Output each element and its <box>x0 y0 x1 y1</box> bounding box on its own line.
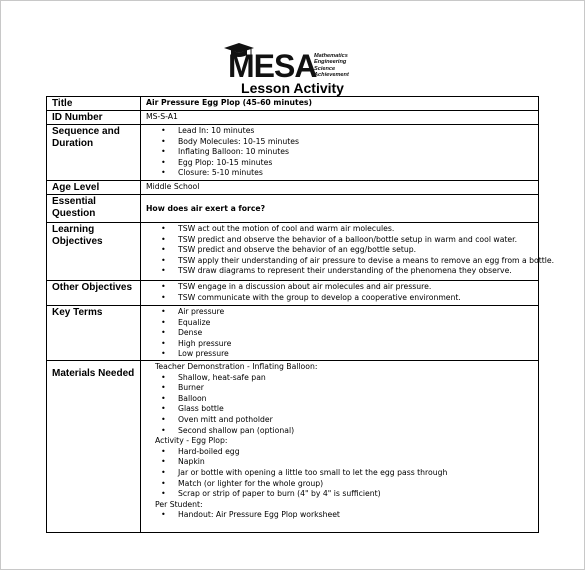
list-item: • TSW act out the motion of cool and warm air molecules. <box>146 224 534 235</box>
page-title: Lesson Activity <box>241 80 344 96</box>
list-item: • Shallow, heat-safe pan <box>146 373 534 384</box>
list-item: • Hard-boiled egg <box>146 447 534 458</box>
row-label: Title <box>47 97 141 111</box>
logo-wordmark: MESA <box>228 48 317 84</box>
age-level-value: Middle School <box>141 181 539 195</box>
list-item: • TSW predict and observe the behavior of an egg/bottle setup. <box>146 245 534 256</box>
row-sequence <box>47 125 539 181</box>
list-item: • Second shallow pan (optional) <box>146 426 534 437</box>
list-item: • Lead In: 10 minutes <box>146 126 534 137</box>
list-item: • Egg Plop: 10-15 minutes <box>146 158 534 169</box>
list-item: • Oven mitt and potholder <box>146 415 534 426</box>
logo-tagline <box>314 53 349 78</box>
row-label: Sequence and Duration <box>47 125 141 181</box>
row-label: Key Terms <box>47 306 141 361</box>
list-item: • Glass bottle <box>146 404 534 415</box>
materials-group-heading: Teacher Demonstration - Inflating Balloon: <box>155 362 318 371</box>
row-label: ID Number <box>47 111 141 125</box>
list-item: • Body Molecules: 10-15 minutes <box>146 137 534 148</box>
list-item: • Handout: Air Pressure Egg Plop worksheet <box>146 510 534 521</box>
row-title <box>47 97 539 111</box>
other-objectives-list <box>146 282 534 303</box>
list-item: • TSW communicate with the group to develop a cooperative environment. <box>146 293 534 304</box>
list-item: • Jar or bottle with opening a little too small to let the egg pass through <box>146 468 534 479</box>
list-item: • Match (or lighter for the whole group) <box>146 479 534 490</box>
row-essential-question <box>47 195 539 223</box>
list-item: • Closure: 5-10 minutes <box>146 168 534 179</box>
key-terms-list <box>146 307 534 360</box>
list-item: • Low pressure <box>146 349 534 360</box>
other-objectives-content <box>141 281 539 306</box>
essential-question-value: How does air exert a force? <box>141 195 539 223</box>
materials-group-heading: Per Student: <box>155 499 203 509</box>
row-label: Other Objectives <box>47 281 141 306</box>
lesson-table <box>46 96 555 533</box>
list-item: • TSW apply their understanding of air pressure to devise a means to remove an egg from a bottle. <box>146 256 534 267</box>
row-age-level <box>47 181 539 195</box>
list-item: • Equalize <box>146 318 534 329</box>
row-id-number <box>47 111 539 125</box>
list-item: • High pressure <box>146 339 534 350</box>
list-item: • Napkin <box>146 457 534 468</box>
mesa-logo <box>220 43 370 83</box>
list-item: • Dense <box>146 328 534 339</box>
materials-list <box>146 373 534 437</box>
id-number-value: MS-S-A1 <box>141 111 539 125</box>
row-label: Age Level <box>47 181 141 195</box>
materials-list <box>146 510 534 521</box>
list-item: • Burner <box>146 383 534 394</box>
row-materials <box>47 361 539 533</box>
list-item: • Balloon <box>146 394 534 405</box>
list-item: • TSW engage in a discussion about air molecules and air pressure. <box>146 282 534 293</box>
sequence-list <box>146 126 534 179</box>
row-learning-objectives <box>47 223 539 281</box>
learning-objectives-content <box>141 223 555 281</box>
title-value: Air Pressure Egg Plop (45-60 minutes) <box>141 97 539 111</box>
materials-content <box>141 361 539 533</box>
list-item: • Scrap or strip of paper to burn (4" by 4" is sufficient) <box>146 489 534 500</box>
key-terms-content <box>141 306 539 361</box>
materials-list <box>146 447 534 500</box>
materials-group-heading: Activity - Egg Plop: <box>155 436 228 446</box>
list-item: • TSW predict and observe the behavior of a balloon/bottle setup in warm and cool water. <box>146 235 534 246</box>
logo-tagline-line: Science <box>314 65 336 72</box>
logo-tagline-line: Mathematics <box>314 53 348 59</box>
list-item: • Air pressure <box>146 307 534 318</box>
list-item: • Inflating Balloon: 10 minutes <box>146 147 534 158</box>
row-label: Materials Needed <box>47 361 141 533</box>
row-key-terms <box>47 306 539 361</box>
learning-objectives-list <box>146 224 555 277</box>
row-label: Learning Objectives <box>47 223 141 281</box>
row-other-objectives <box>47 281 539 306</box>
logo-tagline-line: Engineering <box>314 59 347 66</box>
list-item: • TSW draw diagrams to represent their understanding of the phenomena they observe. <box>146 266 534 277</box>
row-label: Essential Question <box>47 195 141 223</box>
logo-tagline-line: Achievement <box>314 71 349 78</box>
sequence-content <box>141 125 539 181</box>
